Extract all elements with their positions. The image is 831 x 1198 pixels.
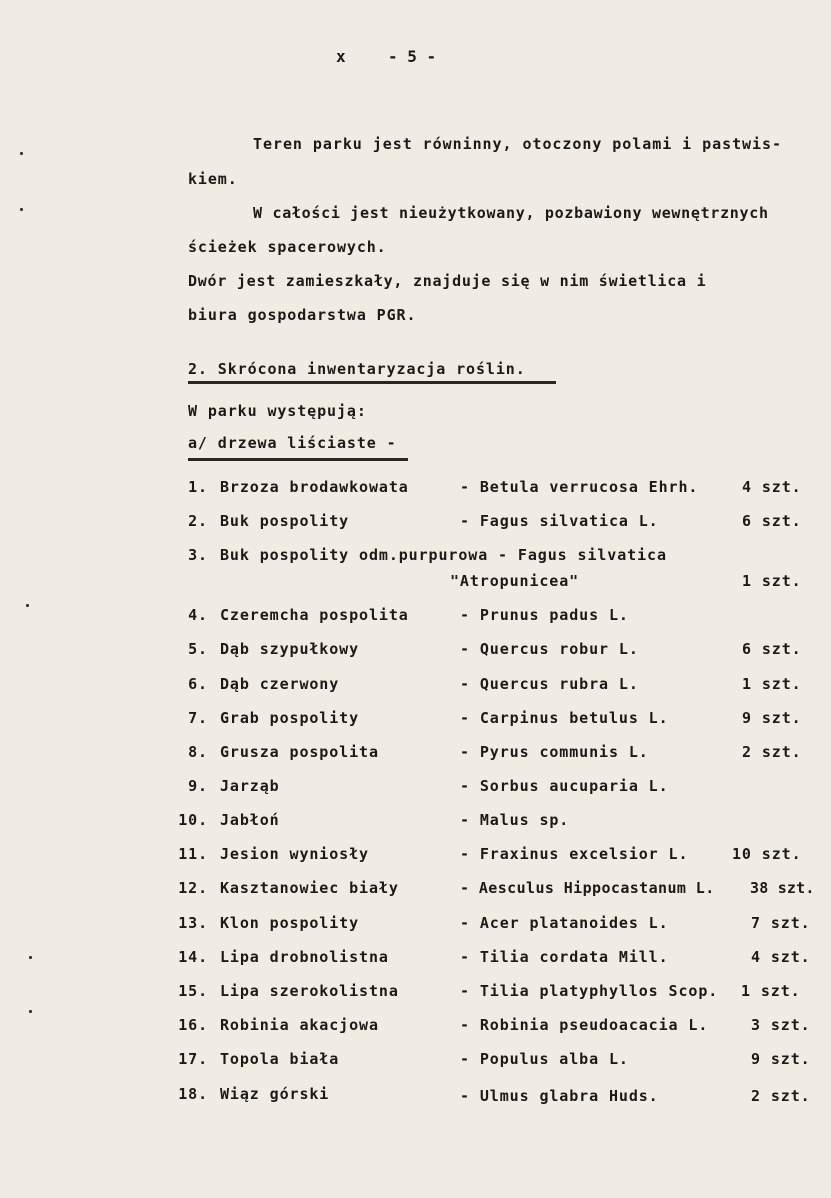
tree-quantity: 2 szt. [742, 743, 802, 761]
tree-name: Lipa drobnolistna [220, 948, 389, 966]
tree-quantity: 7 szt. [751, 914, 811, 932]
tree-name: Grusza pospolita [220, 743, 379, 761]
tree-latin: - Betula verrucosa Ehrh. [460, 478, 699, 496]
row-number: 1. [188, 478, 208, 496]
tree-latin: - Tilia cordata Mill. [460, 948, 669, 966]
tree-latin: - Carpinus betulus L. [460, 709, 669, 727]
row-number: 14. [178, 948, 208, 966]
tree-quantity: 1 szt. [741, 982, 801, 1000]
tree-name: Dąb czerwony [220, 675, 340, 693]
tree-name: Wiąz górski [220, 1085, 330, 1103]
row-number: 17. [178, 1050, 208, 1068]
tree-latin: - Malus sp. [460, 811, 570, 829]
row-number: 8. [188, 743, 208, 761]
tree-quantity: 6 szt. [742, 512, 802, 530]
tree-name: Buk pospolity [220, 512, 350, 530]
row-number: 13. [178, 914, 208, 932]
tree-latin: - Quercus rubra L. [460, 675, 639, 693]
tree-name: Jabłoń [220, 811, 280, 829]
row-number: 9. [188, 777, 208, 795]
row-number: 5. [188, 640, 208, 658]
tree-name: Kasztanowiec biały [220, 879, 399, 897]
row-number: 16. [178, 1016, 208, 1034]
row-number: 11. [178, 845, 208, 863]
row-number: 6. [188, 675, 208, 693]
paragraph-line: kiem. [188, 170, 238, 188]
row-number: 10. [178, 811, 208, 829]
tree-quantity: 6 szt. [742, 640, 802, 658]
heading-underline [188, 381, 556, 384]
tree-quantity: 38 szt. [750, 879, 815, 897]
tree-latin: - Aesculus Hippocastanum L. [460, 879, 715, 897]
tree-latin: - Quercus robur L. [460, 640, 639, 658]
tree-latin: - Sorbus aucuparia L. [460, 777, 669, 795]
header-mark: x [336, 47, 346, 66]
tree-latin: "Atropunicea" [450, 572, 580, 590]
tree-quantity: 10 szt. [732, 845, 802, 863]
paragraph-line: ścieżek spacerowych. [188, 238, 387, 256]
tree-latin: - Acer platanoides L. [460, 914, 669, 932]
tree-name: Dąb szypułkowy [220, 640, 360, 658]
row-number: 15. [178, 982, 208, 1000]
tree-name: Lipa szerokolistna [220, 982, 399, 1000]
row-number: 18. [178, 1085, 208, 1103]
tree-name: Czeremcha pospolita [220, 606, 409, 624]
row-number: 3. [188, 546, 208, 564]
tree-name: Buk pospolity odm.purpurowa - Fagus silvatica [220, 546, 667, 564]
scan-speck [29, 1010, 32, 1013]
tree-latin: - Ulmus glabra Huds. [460, 1087, 659, 1105]
scan-speck [29, 956, 32, 959]
tree-quantity: 2 szt. [751, 1087, 811, 1105]
tree-name: Grab pospolity [220, 709, 360, 727]
tree-quantity: 4 szt. [742, 478, 802, 496]
tree-latin: - Robinia pseudoacacia L. [460, 1016, 709, 1034]
section-heading: 2. Skrócona inwentaryzacja roślin. [188, 360, 526, 378]
tree-name: Klon pospolity [220, 914, 360, 932]
row-number: 2. [188, 512, 208, 530]
tree-latin: - Populus alba L. [460, 1050, 629, 1068]
section-intro: W parku występują: [188, 402, 367, 420]
paragraph-line: Teren parku jest równinny, otoczony polami i pastwis- [253, 135, 782, 153]
row-number: 7. [188, 709, 208, 727]
tree-quantity: 9 szt. [751, 1050, 811, 1068]
tree-name: Topola biała [220, 1050, 340, 1068]
row-number: 4. [188, 606, 208, 624]
tree-latin: - Prunus padus L. [460, 606, 629, 624]
page-number: - 5 - [388, 47, 437, 66]
tree-quantity: 9 szt. [742, 709, 802, 727]
tree-quantity: 1 szt. [742, 572, 802, 590]
tree-latin: - Fraxinus excelsior L. [460, 845, 689, 863]
tree-latin: - Pyrus communis L. [460, 743, 649, 761]
subheading: a/ drzewa liściaste - [188, 434, 397, 452]
paragraph-line: Dwór jest zamieszkały, znajduje się w nim świetlica i [188, 272, 707, 290]
tree-name: Jesion wyniosły [220, 845, 369, 863]
paragraph-line: W całości jest nieużytkowany, pozbawiony wewnętrznych [253, 204, 769, 222]
tree-quantity: 4 szt. [751, 948, 811, 966]
scan-speck [26, 604, 29, 607]
tree-quantity: 3 szt. [751, 1016, 811, 1034]
tree-quantity: 1 szt. [742, 675, 802, 693]
tree-name: Robinia akacjowa [220, 1016, 379, 1034]
tree-name: Jarząb [220, 777, 280, 795]
paragraph-line: biura gospodarstwa PGR. [188, 306, 417, 324]
subheading-underline [188, 458, 408, 461]
scan-speck [20, 208, 23, 211]
row-number: 12. [178, 879, 208, 897]
tree-name: Brzoza brodawkowata [220, 478, 409, 496]
scan-speck [20, 152, 23, 155]
tree-latin: - Fagus silvatica L. [460, 512, 659, 530]
tree-latin: - Tilia platyphyllos Scop. [460, 982, 719, 1000]
